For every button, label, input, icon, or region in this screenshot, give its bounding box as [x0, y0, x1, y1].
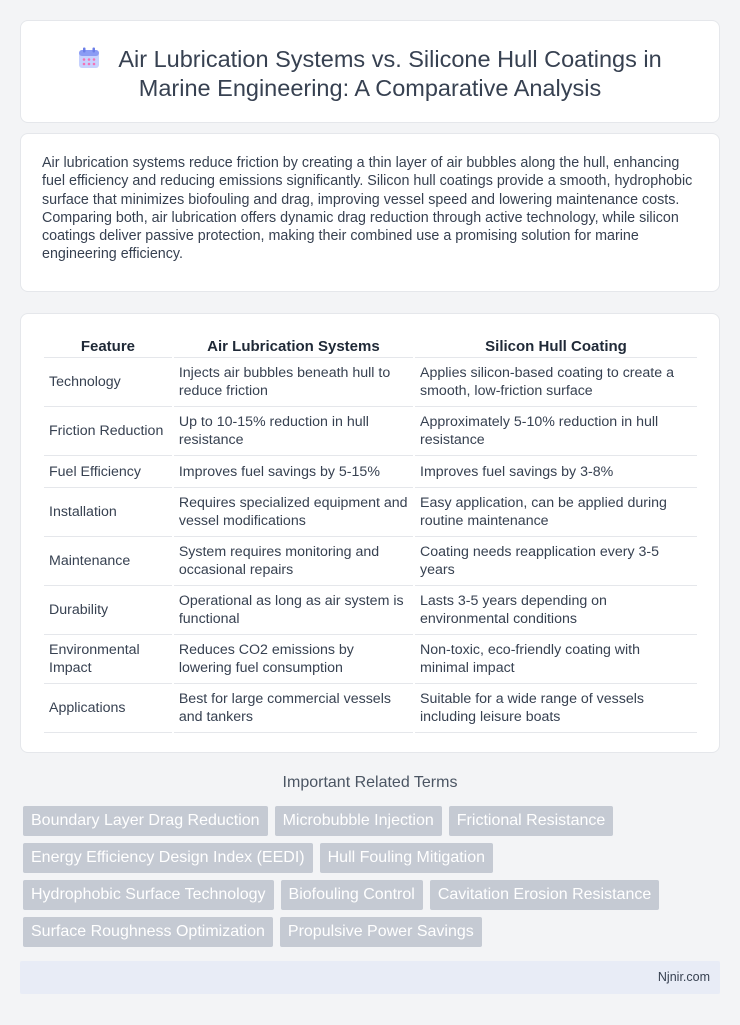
air-cell: Reduces CO2 emissions by lowering fuel consumption [174, 635, 413, 684]
silicon-cell: Applies silicon-based coating to create a smooth, low-friction surface [415, 358, 697, 407]
feature-cell: Fuel Efficiency [44, 456, 172, 488]
tag-cavitation-erosion-resistance[interactable]: Cavitation Erosion Resistance [430, 880, 659, 910]
table-row [44, 586, 697, 635]
intro-card [20, 133, 720, 292]
feature-cell: Environmental Impact [44, 635, 172, 684]
silicon-cell: Suitable for a wide range of vessels including leisure boats [415, 684, 697, 733]
table-row [44, 488, 697, 537]
tag-row [23, 843, 723, 873]
header-air-lubrication: Air Lubrication Systems [174, 334, 413, 358]
air-cell: Requires specialized equipment and vessel modifications [174, 488, 413, 537]
table-row [44, 358, 697, 407]
tag-row [23, 880, 723, 910]
comparison-card [20, 313, 720, 753]
header-feature: Feature [44, 334, 172, 358]
table-row [44, 407, 697, 456]
air-cell: Operational as long as air system is functional [174, 586, 413, 635]
title-card [20, 20, 720, 123]
tag-microbubble-injection[interactable]: Microbubble Injection [275, 806, 442, 836]
footer [20, 961, 720, 994]
related-terms-title: Important Related Terms [282, 774, 458, 791]
table-row [44, 684, 697, 733]
silicon-cell: Easy application, can be applied during routine maintenance [415, 488, 697, 537]
header-silicon-coating: Silicon Hull Coating [415, 334, 697, 358]
feature-cell: Friction Reduction [44, 407, 172, 456]
feature-cell: Technology [44, 358, 172, 407]
air-cell: Improves fuel savings by 5-15% [174, 456, 413, 488]
air-cell: System requires monitoring and occasional repairs [174, 537, 413, 586]
feature-cell: Installation [44, 488, 172, 537]
tag-row [23, 806, 723, 836]
table-row [44, 537, 697, 586]
feature-cell: Durability [44, 586, 172, 635]
silicon-cell: Approximately 5-10% reduction in hull resistance [415, 407, 697, 456]
tag-eedi[interactable]: Energy Efficiency Design Index (EEDI) [23, 843, 313, 873]
silicon-cell: Lasts 3-5 years depending on environmental conditions [415, 586, 697, 635]
table-row [44, 635, 697, 684]
air-cell: Injects air bubbles beneath hull to reduce friction [174, 358, 413, 407]
tag-biofouling-control[interactable]: Biofouling Control [281, 880, 423, 910]
tag-surface-roughness-optimization[interactable]: Surface Roughness Optimization [23, 917, 273, 947]
tag-row [23, 917, 723, 947]
tag-hydrophobic-surface-technology[interactable]: Hydrophobic Surface Technology [23, 880, 274, 910]
air-cell: Up to 10-15% reduction in hull resistance [174, 407, 413, 456]
tag-boundary-layer-drag-reduction[interactable]: Boundary Layer Drag Reduction [23, 806, 268, 836]
air-cell: Best for large commercial vessels and tankers [174, 684, 413, 733]
page-title-wrap [21, 45, 719, 103]
calendar-icon [78, 47, 100, 69]
silicon-cell: Improves fuel savings by 3-8% [415, 456, 697, 488]
table-header-row [44, 334, 697, 358]
silicon-cell: Non-toxic, eco-friendly coating with minimal impact [415, 635, 697, 684]
tag-propulsive-power-savings[interactable]: Propulsive Power Savings [280, 917, 482, 947]
silicon-cell: Coating needs reapplication every 3-5 years [415, 537, 697, 586]
page-title: Air Lubrication Systems vs. Silicone Hull Coatings in Marine Engineering: A Comparative Analysis [118, 46, 662, 101]
related-terms-list [23, 806, 723, 954]
footer-site-link[interactable]: Njnir.com [657, 970, 710, 984]
tag-frictional-resistance[interactable]: Frictional Resistance [449, 806, 614, 836]
feature-cell: Maintenance [44, 537, 172, 586]
tag-hull-fouling-mitigation[interactable]: Hull Fouling Mitigation [320, 843, 493, 873]
intro-paragraph: Air lubrication systems reduce friction by creating a thin layer of air bubbles along the hull, enhancing fuel efficiency and reducing emissions significantly. Silicon hull coatings provide a smooth, hydrophobic surface that minimizes biofouling and drag, improving vessel speed and lowering maintenance costs. Comparing both, air lubrication offers dynamic drag reduction through active technology, while silicon coatings deliver passive protection, making their combined use a promising solution for marine engineering efficiency. [42, 155, 693, 263]
feature-cell: Applications [44, 684, 172, 733]
table-row [44, 456, 697, 488]
comparison-table [42, 334, 699, 733]
